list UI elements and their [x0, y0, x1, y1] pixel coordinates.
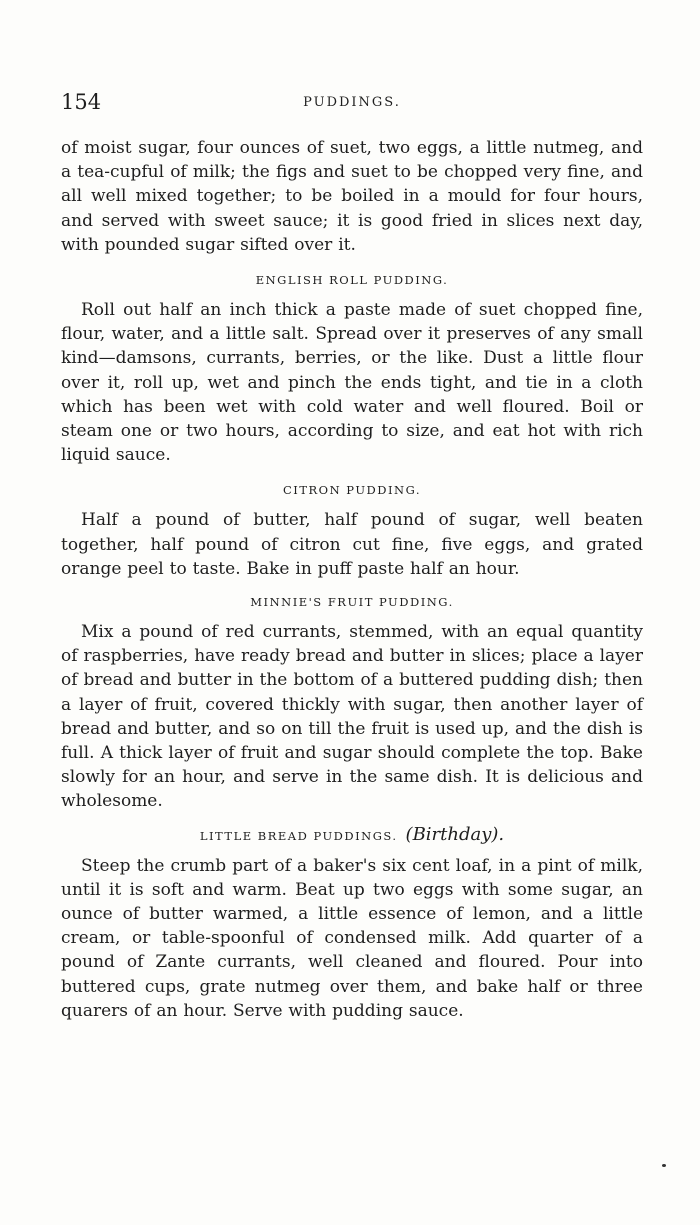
recipe-text-citron-pudding: Half a pound of butter, half pound of sugar, well beaten together, half pound of citron cut fine, five eggs, and grated orange peel to taste. Bake in puff paste half an hour.: [61, 510, 643, 579]
recipe-title-minnies-fruit-pudding: MINNIE'S FRUIT PUDDING.: [250, 595, 454, 610]
continuation-paragraph: of moist sugar, four ounces of suet, two eggs, a little nutmeg, and a tea-cupful of milk; the figs and suet to be chopped very fine, and all well mixed together; to be boiled in a mould for four hours, and served with sweet sauce; it is good fried in slices next day, with pounded sugar sifted over it.: [61, 138, 643, 255]
recipe-text-english-roll-pudding: Roll out half an inch thick a paste made of suet chopped fine, flour, water, and a little salt. Spread over it preserves of any small kind—damsons, currants, berries, or the like. Dust a little flour over it, roll up, wet and pinch the ends tight, and tie in a cloth which has been wet with cold water and well floured. Boil or steam one or two hours, according to size, and eat hot with rich liquid sauce.: [61, 300, 643, 466]
running-head: PUDDINGS.: [303, 95, 401, 110]
page-content: [61, 136, 643, 1023]
ink-speck: [662, 1164, 666, 1167]
recipe-text-little-bread-puddings: Steep the crumb part of a baker's six cent loaf, in a pint of milk, until it is soft and warm. Beat up two eggs with some sugar, an ounce of butter warmed, a little essence of lemon, and a little cream, or table-spoonful of condensed milk. Add quarter of a pound of Zante currants, well cleaned and floured. Pour into buttered cups, grate nutmeg over them, and bake half or three quarers of an hour. Serve with pudding sauce.: [61, 855, 643, 1021]
recipe-text-minnies-fruit-pudding: Mix a pound of red currants, stemmed, with an equal quantity of raspberries, have ready bread and butter in slices; place a layer of bread and butter in the bottom of a buttered pudding dish; then a layer of fruit, covered thickly with sugar, then another layer of bread and butter, and so on till the fruit is used up, and the dish is full. A thick layer of fruit and sugar should complete the top. Bake slowly for an hour, and serve in the same dish. It is delicious and wholesome.: [61, 622, 643, 812]
recipe-title-little-bread-puddings: [61, 823, 643, 845]
page-number: 154: [61, 90, 102, 114]
recipe-title-text: LITTLE BREAD PUDDINGS.: [199, 828, 398, 843]
recipe-title-english-roll-pudding: ENGLISH ROLL PUDDING.: [255, 273, 449, 288]
page-header: [61, 90, 643, 120]
recipe-title-citron-pudding: CITRON PUDDING.: [282, 483, 422, 498]
recipe-title-note: (Birthday).: [405, 823, 505, 845]
